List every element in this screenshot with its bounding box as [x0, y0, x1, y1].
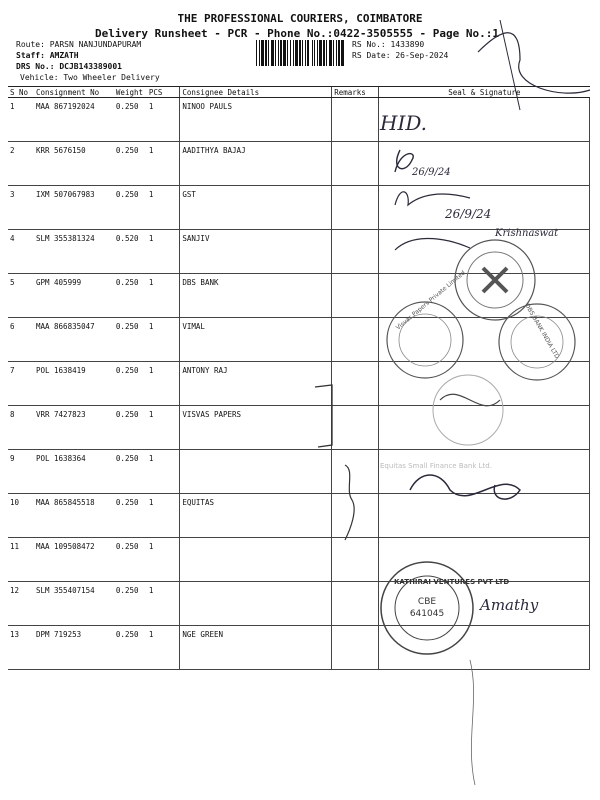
- svg-text:Visvas Papers Private Limited: Visvas Papers Private Limited: [394, 269, 467, 332]
- row-consignment-no: KRR 5676150: [34, 142, 114, 186]
- row-consignee: ANTONY RAJ: [180, 362, 332, 406]
- col-pcs: PCS: [147, 87, 180, 98]
- row-pcs: 1: [147, 362, 180, 406]
- runsheet-subtitle: Delivery Runsheet - PCR - Phone No.:0422-3505555 - Page No.:1: [95, 27, 499, 40]
- row-consignment-no: DPM 719253: [34, 626, 114, 670]
- drs-label: DRS No.:: [16, 62, 55, 71]
- row-weight: 0.250: [114, 142, 147, 186]
- row-pcs: 1: [147, 494, 180, 538]
- row-remarks: [332, 626, 379, 670]
- company-title: THE PROFESSIONAL COURIERS, COIMBATORE: [177, 12, 423, 25]
- row-seal-signature: [379, 230, 590, 274]
- row-weight: 0.250: [114, 450, 147, 494]
- row-weight: 0.250: [114, 626, 147, 670]
- row-weight: 0.520: [114, 230, 147, 274]
- row-pcs: 1: [147, 186, 180, 230]
- table-header-row: [8, 87, 590, 98]
- row-consignment-no: MAA 867192024: [34, 98, 114, 142]
- row-remarks: [332, 538, 379, 582]
- row-sno: 9: [8, 450, 34, 494]
- runsheet-table: [8, 86, 590, 670]
- row-seal-signature: [379, 362, 590, 406]
- row-consignment-no: SLM 355407154: [34, 582, 114, 626]
- rs-number: RS No.: 1433890: [352, 40, 425, 49]
- row-consignee: [180, 450, 332, 494]
- row-consignment-no: POL 1638419: [34, 362, 114, 406]
- table-row: [8, 362, 590, 406]
- row-consignment-no: MAA 866835047: [34, 318, 114, 362]
- row-sno: 11: [8, 538, 34, 582]
- vehicle-line: Vehicle: Two Wheeler Delivery: [20, 73, 160, 82]
- row-sno: 2: [8, 142, 34, 186]
- drs-line: [16, 62, 122, 71]
- row-pcs: 1: [147, 274, 180, 318]
- row-seal-signature: [379, 318, 590, 362]
- col-weight: Weight: [114, 87, 147, 98]
- signature-row-2-date: 26/9/24: [412, 167, 451, 178]
- row-pcs: 1: [147, 230, 180, 274]
- svg-text:641045: 641045: [409, 609, 445, 619]
- row-remarks: [332, 450, 379, 494]
- row-consignee: SANJIV: [180, 230, 332, 274]
- table-row: [8, 538, 590, 582]
- row-weight: 0.250: [114, 362, 147, 406]
- row-remarks: [332, 230, 379, 274]
- row-weight: 0.250: [114, 318, 147, 362]
- row-seal-signature: [379, 450, 590, 494]
- drs-number: DCJB143389001: [59, 62, 122, 71]
- row-remarks: [332, 142, 379, 186]
- signature-row-3-date: 26/9/24: [445, 207, 492, 221]
- col-sno: S No: [8, 87, 34, 98]
- row-weight: 0.250: [114, 494, 147, 538]
- row-consignee: NGE GREEN: [180, 626, 332, 670]
- col-consignment: Consignment No: [34, 87, 114, 98]
- row-remarks: [332, 318, 379, 362]
- row-remarks: [332, 362, 379, 406]
- row-pcs: 1: [147, 450, 180, 494]
- route-line: Route: PARSN NANJUNDAPURAM: [16, 40, 142, 49]
- row-remarks: [332, 406, 379, 450]
- rs-date: RS Date: 26-Sep-2024: [352, 51, 449, 60]
- row-consignee: NINOO PAULS: [180, 98, 332, 142]
- table-row: [8, 98, 590, 142]
- row-weight: 0.250: [114, 582, 147, 626]
- row-pcs: 1: [147, 98, 180, 142]
- row-remarks: [332, 274, 379, 318]
- row-sno: 6: [8, 318, 34, 362]
- row-consignee: AADITHYA BAJAJ: [180, 142, 332, 186]
- row-seal-signature: [379, 142, 590, 186]
- row-consignee: VIMAL: [180, 318, 332, 362]
- row-consignment-no: IXM 507067983: [34, 186, 114, 230]
- row-consignee: VISVAS PAPERS: [180, 406, 332, 450]
- row-sno: 13: [8, 626, 34, 670]
- row-sno: 1: [8, 98, 34, 142]
- svg-text:KATHIRAI VENTURES PVT LTD: KATHIRAI VENTURES PVT LTD: [394, 578, 510, 586]
- row-consignee: DBS BANK: [180, 274, 332, 318]
- row-weight: 0.250: [114, 186, 147, 230]
- row-seal-signature: [379, 538, 590, 582]
- row-consignee: [180, 582, 332, 626]
- row-remarks: [332, 186, 379, 230]
- row-consignee: EQUITAS: [180, 494, 332, 538]
- signature-row-1: HID.: [380, 111, 428, 135]
- table-row: [8, 450, 590, 494]
- row-consignee: [180, 538, 332, 582]
- row-pcs: 1: [147, 406, 180, 450]
- table-row: [8, 186, 590, 230]
- table-row: [8, 582, 590, 626]
- barcode: [256, 40, 346, 66]
- row-seal-signature: [379, 186, 590, 230]
- row-pcs: 1: [147, 538, 180, 582]
- row-sno: 8: [8, 406, 34, 450]
- svg-text:DBS BANK INDIA LTD: DBS BANK INDIA LTD: [523, 302, 561, 361]
- row-consignment-no: MAA 865845518: [34, 494, 114, 538]
- row-consignee: GST: [180, 186, 332, 230]
- row-seal-signature: [379, 406, 590, 450]
- table-row: [8, 142, 590, 186]
- row-pcs: 1: [147, 626, 180, 670]
- row-remarks: [332, 582, 379, 626]
- row-weight: 0.250: [114, 98, 147, 142]
- row-consignment-no: MAA 109508472: [34, 538, 114, 582]
- table-row: [8, 406, 590, 450]
- row-consignment-no: GPM 405999: [34, 274, 114, 318]
- row-sno: 10: [8, 494, 34, 538]
- table-row: [8, 318, 590, 362]
- row-pcs: 1: [147, 142, 180, 186]
- row-seal-signature: [379, 274, 590, 318]
- row-seal-signature: [379, 582, 590, 626]
- signature-row-13: Amathy: [480, 596, 539, 614]
- row-consignment-no: POL 1638364: [34, 450, 114, 494]
- row-sno: 3: [8, 186, 34, 230]
- row-sno: 12: [8, 582, 34, 626]
- row-seal-signature: [379, 98, 590, 142]
- table-row: [8, 494, 590, 538]
- corner-scribble: [478, 33, 590, 93]
- row-seal-signature: [379, 494, 590, 538]
- col-signature: Seal & Signature: [379, 87, 590, 98]
- table-row: [8, 230, 590, 274]
- table-row: [8, 626, 590, 670]
- table-row: [8, 274, 590, 318]
- row-sno: 5: [8, 274, 34, 318]
- row-weight: 0.250: [114, 274, 147, 318]
- faded-bank-stamp: Equitas Small Finance Bank Ltd.: [380, 462, 492, 470]
- row-weight: 0.250: [114, 406, 147, 450]
- col-remarks: Remarks: [332, 87, 379, 98]
- row-remarks: [332, 98, 379, 142]
- row-remarks: [332, 494, 379, 538]
- staff-line: Staff: AMZATH: [16, 51, 79, 60]
- row-sno: 4: [8, 230, 34, 274]
- row-consignment-no: SLM 355381324: [34, 230, 114, 274]
- row-pcs: 1: [147, 318, 180, 362]
- signature-row-4: Krishnaswat: [495, 228, 559, 239]
- row-consignment-no: VRR 7427823: [34, 406, 114, 450]
- row-seal-signature: [379, 626, 590, 670]
- row-pcs: 1: [147, 582, 180, 626]
- svg-text:CBE: CBE: [417, 597, 437, 607]
- row-sno: 7: [8, 362, 34, 406]
- col-consignee: Consignee Details: [180, 87, 332, 98]
- row-weight: 0.250: [114, 538, 147, 582]
